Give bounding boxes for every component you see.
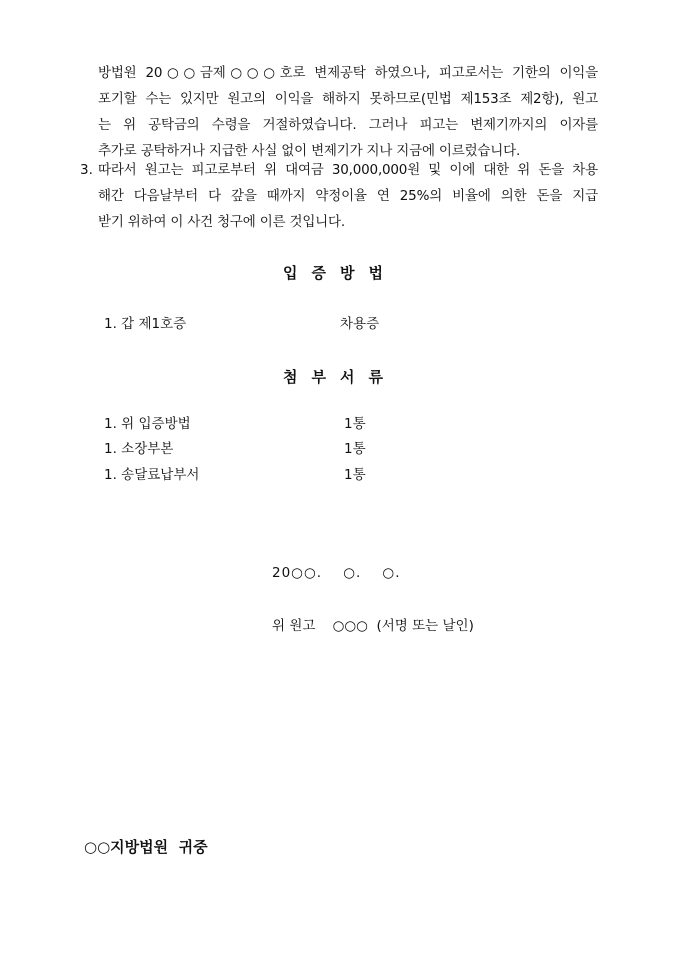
filing-date: 20○○. ○. ○. <box>272 565 401 581</box>
attachment-count: 1통 <box>344 467 366 483</box>
evidence-value: 차용증 <box>340 316 380 332</box>
evidence-heading: 입증방법 <box>283 264 397 282</box>
paragraph-line: 따라서 원고는 피고로부터 위 대여금 30,000,000원 및 이에 대한 위 돈을 차용 <box>98 162 598 178</box>
attachment-count: 1통 <box>344 441 366 457</box>
attachment-label: 1. 송달료납부서 <box>104 467 200 483</box>
paragraph-line: 받기 위하여 이 사건 청구에 이른 것입니다. <box>98 214 345 230</box>
evidence-label: 1. 갑 제1호증 <box>104 316 187 332</box>
paragraph-line: 포기할 수는 있지만 원고의 이익을 해하지 못하므로(민법 제153조 제2항), 원고 <box>98 91 598 107</box>
paragraph-line: 는 위 공탁금의 수령을 거절하였습니다. 그러나 피고는 변제기까지의 이자를 <box>98 117 598 133</box>
paragraph-line: 해간 다음날부터 다 갚을 때까지 약정이율 연 25%의 비율에 의한 돈을 지급 <box>98 188 598 204</box>
attachments-heading: 첨부서류 <box>283 368 397 386</box>
paragraph-line: 추가로 공탁하거나 지급한 사실 없이 변제기가 지나 지금에 이르렀습니다. <box>98 143 521 159</box>
item-number: 3. <box>80 162 93 178</box>
paragraph-line: 방법원 20○○금제○○○호로 변제공탁 하였으나, 피고로서는 기한의 이익을 <box>98 65 598 81</box>
attachment-label: 1. 소장부본 <box>104 441 174 457</box>
court-addressee: ○○지방법원 귀중 <box>84 838 208 856</box>
attachment-count: 1통 <box>344 416 366 432</box>
plaintiff-signature-line: 위 원고 ○○○ (서명 또는 날인) <box>272 618 474 634</box>
attachment-label: 1. 위 입증방법 <box>104 416 191 432</box>
